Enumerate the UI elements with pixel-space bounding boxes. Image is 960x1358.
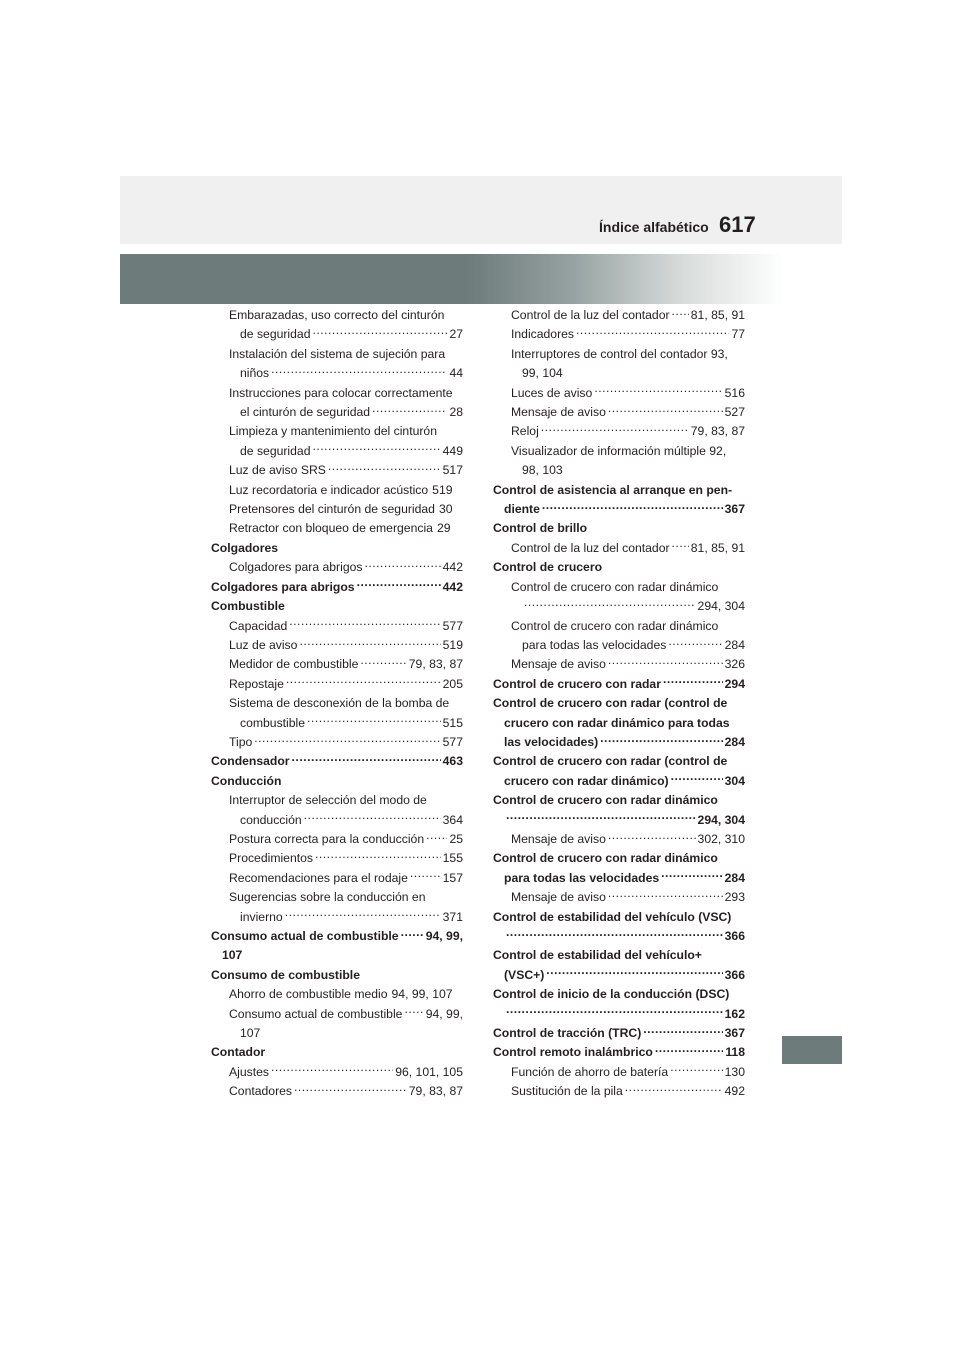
index-entry <box>493 442 745 461</box>
entry-term: Repostaje <box>229 676 284 691</box>
index-entry <box>493 908 745 927</box>
index-entry <box>493 675 745 694</box>
entry-term: Luz de aviso <box>229 637 298 652</box>
index-entry <box>211 733 463 752</box>
entry-page-ref: 492 <box>724 1084 745 1099</box>
dot-leader <box>608 404 723 416</box>
entry-term: Instrucciones para colocar correctamente <box>229 385 453 400</box>
entry-term: 107 <box>240 1026 261 1041</box>
index-entry <box>211 655 463 674</box>
index-entry <box>211 811 463 830</box>
dot-leader <box>672 307 689 319</box>
index-entry <box>493 1005 745 1024</box>
index-entry <box>211 578 463 597</box>
entry-page-ref: 371 <box>442 909 463 924</box>
dot-leader <box>401 928 424 940</box>
entry-page-ref: 449 <box>442 443 463 458</box>
entry-page-ref: 367 <box>724 502 745 517</box>
entry-term: Visualizador de información múltiple 92, <box>511 443 727 458</box>
section-title: Índice alfabético <box>599 219 709 235</box>
entry-term: Postura correcta para la conducción <box>229 831 425 846</box>
dot-leader <box>254 734 440 746</box>
dot-leader <box>600 734 722 746</box>
entry-term: 99, 104 <box>522 366 563 381</box>
entry-term: Control de crucero con radar dinámico <box>511 618 719 633</box>
entry-page-ref: 79, 83, 87 <box>690 424 745 439</box>
dot-leader <box>426 831 447 843</box>
entry-page-ref: 284 <box>724 870 745 885</box>
entry-term: Conducción <box>211 773 282 788</box>
entry-term: Ahorro de combustible medio <box>229 987 388 1002</box>
entry-page-ref: 118 <box>725 1045 745 1060</box>
entry-term: Indicadores <box>511 327 575 342</box>
dot-leader <box>404 1006 423 1018</box>
dot-leader <box>625 1083 723 1095</box>
entry-term: Función de ahorro de batería <box>511 1064 669 1079</box>
entry-page-ref: 517 <box>442 463 463 478</box>
entry-page-ref: 79, 83, 87 <box>408 657 463 672</box>
entry-term: Control de crucero <box>493 560 603 575</box>
index-column-left <box>211 306 463 1102</box>
index-entry <box>211 1063 463 1082</box>
entry-page-ref: 442 <box>442 560 463 575</box>
entry-page-ref: 577 <box>442 618 463 633</box>
entry-term: Consumo de combustible <box>211 967 360 982</box>
index-entry <box>493 772 745 791</box>
entry-term: para todas las velocidades <box>504 870 660 885</box>
entry-term: Colgadores <box>211 540 279 555</box>
index-entry <box>493 1082 745 1101</box>
entry-page-ref: 96, 101, 105 <box>395 1064 463 1079</box>
entry-page-ref: 515 <box>442 715 463 730</box>
entry-page-ref: 366 <box>724 929 745 943</box>
entry-page-ref: 81, 85, 91 <box>690 308 745 322</box>
index-entry <box>493 985 745 1004</box>
entry-page-ref: 81, 85, 91 <box>690 540 745 555</box>
dot-leader <box>594 385 722 397</box>
index-entry <box>493 306 745 325</box>
dot-leader <box>294 1083 407 1095</box>
entry-term: Contador <box>211 1045 266 1060</box>
index-entry <box>211 558 463 577</box>
dot-leader <box>328 462 441 474</box>
index-entry <box>211 636 463 655</box>
entry-page-ref: 302, 310 <box>697 831 745 846</box>
index-entry <box>493 422 745 441</box>
dot-leader <box>608 831 696 843</box>
entry-term: Capacidad <box>229 618 288 633</box>
entry-term: Interruptores de control del contador 93, <box>511 346 728 361</box>
index-entry <box>493 481 745 500</box>
entry-page-ref: 130 <box>724 1064 745 1079</box>
index-entry <box>493 636 745 655</box>
entry-term: Interruptor de selección del modo de <box>229 793 427 808</box>
entry-page-ref: 326 <box>724 657 745 672</box>
entry-page-ref: 527 <box>724 405 745 420</box>
dot-leader <box>663 676 723 688</box>
entry-term: Condensador <box>211 754 290 769</box>
index-entry <box>211 752 463 771</box>
entry-term: Mensaje de aviso <box>511 405 606 420</box>
index-entry <box>493 927 745 946</box>
entry-term: Contadores <box>229 1084 293 1099</box>
entry-term: niños <box>240 366 270 381</box>
index-entry <box>211 675 463 694</box>
entry-page-ref: 293 <box>724 890 745 905</box>
index-entry <box>493 364 745 383</box>
index-entry <box>211 597 463 616</box>
entry-term: Control de estabilidad del vehículo (VSC) <box>493 909 732 924</box>
entry-term: Control de inicio de la conducción (DSC) <box>493 987 730 1002</box>
entry-term: invierno <box>240 909 283 924</box>
entry-term: Sugerencias sobre la conducción en <box>229 890 426 905</box>
index-entry <box>493 1043 745 1062</box>
dot-leader <box>668 637 722 649</box>
dot-leader <box>364 559 440 571</box>
index-entry <box>211 500 463 519</box>
section-thumb-tab <box>782 1036 842 1064</box>
entry-page-ref: 463 <box>442 754 463 769</box>
dot-leader <box>576 326 729 338</box>
index-entry <box>493 694 745 713</box>
entry-page-ref: 294, 304 <box>697 599 745 614</box>
entry-page-ref: 519 <box>442 637 463 652</box>
entry-page-ref: 284 <box>724 734 745 749</box>
index-entry <box>211 1005 463 1024</box>
dot-leader <box>271 1064 393 1076</box>
index-entry <box>493 966 745 985</box>
index-entry <box>211 403 463 422</box>
entry-term: Consumo actual de combustible <box>211 929 399 943</box>
page-number: 617 <box>719 212 756 237</box>
dot-leader <box>506 812 696 824</box>
dot-leader <box>410 870 441 882</box>
index-entry <box>493 1024 745 1043</box>
entry-term: Reloj <box>511 424 539 439</box>
index-entry <box>211 772 463 791</box>
index-entry <box>211 422 463 441</box>
index-entry <box>211 384 463 403</box>
entry-page-ref: 519 <box>432 482 453 497</box>
index-entry <box>211 345 463 364</box>
entry-term: Recomendaciones para el rodaje <box>229 870 408 885</box>
index-entry <box>211 927 463 946</box>
entry-page-ref: 25 <box>449 831 463 846</box>
index-entry <box>493 578 745 597</box>
entry-page-ref: 157 <box>442 870 463 885</box>
index-entry <box>493 558 745 577</box>
index-entry <box>493 888 745 907</box>
entry-term: Control de la luz del contador <box>511 540 670 555</box>
index-entry <box>493 384 745 403</box>
entry-term: Mensaje de aviso <box>511 831 606 846</box>
entry-term: Consumo actual de combustible <box>229 1006 403 1021</box>
entry-page-ref: 366 <box>724 967 745 982</box>
entry-page-ref: 77 <box>731 327 745 342</box>
entry-page-ref: 155 <box>442 851 463 866</box>
entry-page-ref: 94, 99, <box>425 1006 463 1021</box>
entry-term: 107 <box>222 948 243 963</box>
index-entry <box>493 345 745 364</box>
dot-leader <box>307 715 441 727</box>
index-entry <box>211 714 463 733</box>
entry-term: Luz de aviso SRS <box>229 463 326 478</box>
entry-term: Procedimientos <box>229 851 313 866</box>
index-entry <box>211 791 463 810</box>
index-entry <box>211 364 463 383</box>
entry-page-ref: 162 <box>724 1006 745 1021</box>
index-entry <box>211 946 463 965</box>
entry-term: Pretensores del cinturón de seguridad <box>229 502 435 517</box>
entry-page-ref: 94, 99, 107 <box>391 987 453 1002</box>
dot-leader <box>608 656 723 668</box>
entry-term: Luz recordatoria e indicador acústico <box>229 482 429 497</box>
index-entry <box>211 849 463 868</box>
dot-leader <box>360 656 406 668</box>
dot-leader <box>304 812 441 824</box>
dot-leader <box>672 540 689 552</box>
index-entry <box>493 869 745 888</box>
entry-term: diente <box>504 502 540 517</box>
entry-term: Control de crucero con radar (control de <box>493 696 728 711</box>
entry-page-ref: 205 <box>442 676 463 691</box>
index-entry <box>211 985 463 1004</box>
entry-page-ref: 442 <box>442 579 463 594</box>
entry-page-ref: 284 <box>724 637 745 652</box>
dot-leader <box>670 1064 722 1076</box>
entry-page-ref: 304 <box>724 773 745 788</box>
entry-page-ref: 30 <box>438 502 453 517</box>
dot-leader <box>541 423 689 435</box>
entry-page-ref: 94, 99, <box>425 929 463 943</box>
index-entry <box>493 617 745 636</box>
dot-leader <box>312 443 440 455</box>
index-entry <box>493 597 745 616</box>
dot-leader <box>643 1025 722 1037</box>
entry-term: Colgadores para abrigos <box>211 579 355 594</box>
dot-leader <box>312 326 447 338</box>
entry-term: Ajustes <box>229 1064 269 1079</box>
dot-leader <box>661 870 723 882</box>
dot-leader <box>299 637 440 649</box>
index-entry <box>493 539 745 558</box>
index-entry <box>211 539 463 558</box>
entry-term: Colgadores para abrigos <box>229 560 363 575</box>
index-entry <box>211 966 463 985</box>
dot-leader <box>506 928 723 940</box>
entry-term: (VSC+) <box>504 967 545 982</box>
index-entry <box>493 519 745 538</box>
index-entry <box>493 830 745 849</box>
dot-leader <box>671 773 723 785</box>
entry-term: 98, 103 <box>522 463 563 478</box>
index-entry <box>211 325 463 344</box>
entry-term: crucero con radar dinámico) <box>504 773 669 788</box>
entry-page-ref: 516 <box>724 385 745 400</box>
dot-leader <box>315 850 441 862</box>
entry-term: Control de crucero con radar dinámico <box>493 851 718 866</box>
index-entry <box>211 617 463 636</box>
index-entry <box>211 908 463 927</box>
entry-term: Instalación del sistema de sujeción para <box>229 346 446 361</box>
header-gradient-bar <box>120 254 842 304</box>
index-entry <box>211 1082 463 1101</box>
entry-page-ref: 577 <box>442 734 463 749</box>
index-entry <box>211 519 463 538</box>
entry-page-ref: 28 <box>449 405 463 420</box>
entry-page-ref: 294 <box>724 676 745 691</box>
entry-term: Control de tracción (TRC) <box>493 1026 642 1041</box>
entry-term: Control de crucero con radar dinámico <box>493 793 718 808</box>
dot-leader <box>271 365 447 377</box>
dot-leader <box>286 676 441 688</box>
dot-leader <box>357 579 441 591</box>
entry-term: para todas las velocidades <box>522 637 667 652</box>
index-entry <box>211 306 463 325</box>
entry-term: Control de estabilidad del vehículo+ <box>493 948 702 963</box>
dot-leader <box>608 889 723 901</box>
index-entry <box>211 830 463 849</box>
index-entry <box>493 325 745 344</box>
index-entry <box>493 946 745 965</box>
entry-term: combustible <box>240 715 306 730</box>
index-entry <box>493 811 745 830</box>
entry-term: el cinturón de seguridad <box>240 405 371 420</box>
entry-term: Limpieza y mantenimiento del cinturón <box>229 424 437 439</box>
entry-page-ref: 29 <box>436 521 451 536</box>
dot-leader <box>542 501 723 513</box>
index-entry <box>493 752 745 771</box>
entry-term: Combustible <box>211 599 285 614</box>
index-entry <box>211 1043 463 1062</box>
entry-term: Mensaje de aviso <box>511 657 606 672</box>
index-entry <box>493 733 745 752</box>
entry-term: Sistema de desconexión de la bomba de <box>229 696 450 711</box>
index-entry <box>493 849 745 868</box>
entry-term: las velocidades) <box>504 734 599 749</box>
entry-term: Embarazadas, uso correcto del cinturón <box>229 308 445 322</box>
entry-term: Control de crucero con radar (control de <box>493 754 728 769</box>
entry-term: Control de brillo <box>493 521 588 536</box>
entry-page-ref: 364 <box>442 812 463 827</box>
dot-leader <box>524 598 696 610</box>
entry-page-ref: 79, 83, 87 <box>408 1084 463 1099</box>
entry-term: Control de la luz del contador <box>511 308 670 322</box>
entry-page-ref: 27 <box>449 327 463 342</box>
entry-term: Tipo <box>229 734 253 749</box>
dot-leader <box>655 1044 724 1056</box>
index-entry <box>211 442 463 461</box>
entry-term: Sustitución de la pila <box>511 1084 623 1099</box>
entry-term: de seguridad <box>240 443 311 458</box>
entry-term: Medidor de combustible <box>229 657 359 672</box>
entry-term: de seguridad <box>240 327 311 342</box>
entry-term: Control remoto inalámbrico <box>493 1045 653 1060</box>
index-entry <box>211 481 463 500</box>
dot-leader <box>285 909 441 921</box>
entry-term: crucero con radar dinámico para todas <box>504 715 730 730</box>
dot-leader <box>292 753 441 765</box>
dot-leader <box>506 1006 723 1018</box>
index-entry <box>211 869 463 888</box>
entry-term: Control de crucero con radar <box>493 676 661 691</box>
index-entry <box>211 694 463 713</box>
entry-page-ref: 44 <box>449 366 463 381</box>
entry-term: Retractor con bloqueo de emergencia <box>229 521 433 536</box>
index-column-right <box>493 306 745 1102</box>
index-entry <box>211 1024 463 1043</box>
dot-leader <box>546 967 722 979</box>
index-entry <box>211 461 463 480</box>
entry-page-ref: 367 <box>724 1026 745 1041</box>
entry-term: Control de asistencia al arranque en pen- <box>493 482 733 497</box>
index-entry <box>493 655 745 674</box>
dot-leader <box>289 618 440 630</box>
index-entry <box>493 461 745 480</box>
index-entry <box>493 791 745 810</box>
index-entry <box>493 1063 745 1082</box>
index-entry <box>493 714 745 733</box>
entry-page-ref: 294, 304 <box>697 812 745 827</box>
entry-term: conducción <box>240 812 302 827</box>
index-entry <box>211 888 463 907</box>
entry-term: Mensaje de aviso <box>511 890 606 905</box>
index-entry <box>493 500 745 519</box>
index-entry <box>493 403 745 422</box>
entry-term: Luces de aviso <box>511 385 593 400</box>
entry-term: Control de crucero con radar dinámico <box>511 579 719 594</box>
dot-leader <box>372 404 447 416</box>
